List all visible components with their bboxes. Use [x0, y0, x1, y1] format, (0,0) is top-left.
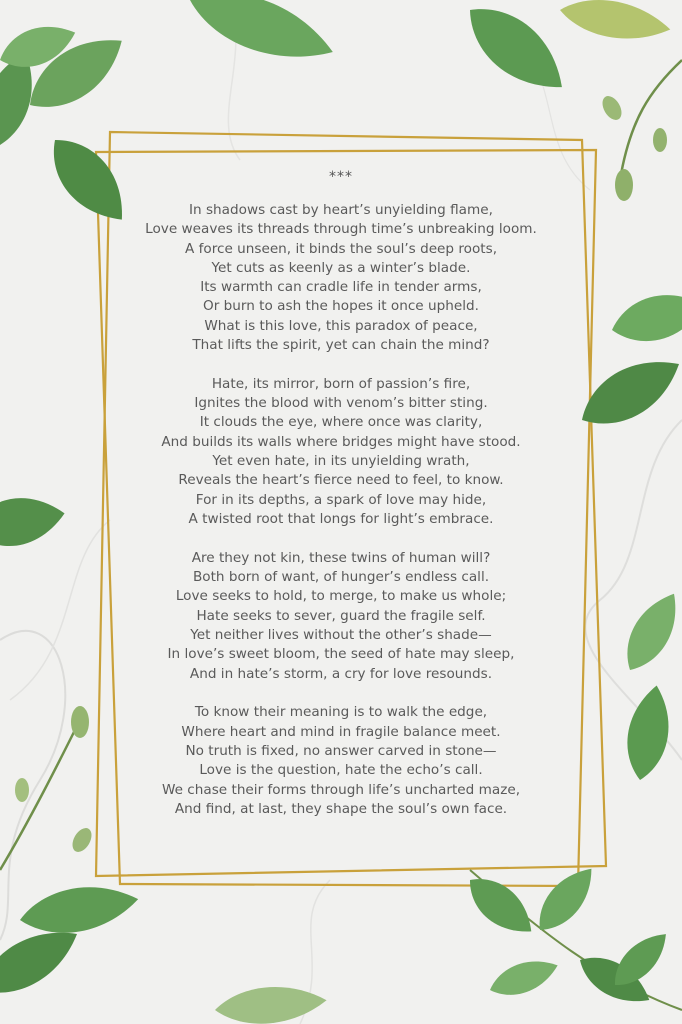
poem-stanzas [110, 201, 572, 819]
poem-line: What is this love, this paradox of peace, [204, 317, 478, 334]
leaf-cluster-top-center [181, 0, 341, 76]
poem-line: Yet cuts as keenly as a winter’s blade. [211, 259, 471, 276]
poem-line: Love weaves its threads through time’s unbreaking loom. [145, 221, 537, 238]
poem-line: Love seeks to hold, to merge, to make us whole; [175, 588, 507, 605]
poem-text [110, 170, 572, 839]
poem-line: Hate seeks to sever, guard the fragile self. [196, 607, 486, 624]
poem-stanza-3 [110, 549, 572, 684]
poem-line: Are they not kin, these twins of human will? [191, 549, 491, 566]
poem-line: We chase their forms through life’s uncharted maze, [161, 781, 521, 798]
poem-line: Its warmth can cradle life in tender arms, [200, 279, 482, 296]
poem-line: For in its depths, a spark of love may hide, [195, 491, 487, 508]
poem-line: Or burn to ash the hopes it once upheld. [203, 298, 479, 315]
leaf-cluster-bottom-right [458, 858, 682, 1014]
poem-line: Ignites the blood with venom’s bitter sting. [194, 395, 488, 412]
poem-line: And builds its walls where bridges might have stood. [161, 433, 521, 450]
poem-ornament: *** [329, 169, 353, 185]
poem-line: Yet neither lives without the other’s shade— [190, 626, 492, 643]
leaf-cluster-right [570, 284, 682, 783]
poem-line: And find, at last, they shape the soul’s own face. [174, 800, 508, 817]
poem-line: In shadows cast by heart’s unyielding flame, [189, 202, 493, 218]
poem-stanza-4 [110, 703, 572, 819]
poem-line: Hate, its mirror, born of passion’s fire, [211, 375, 471, 392]
poem-line: A twisted root that longs for light’s embrace. [188, 510, 494, 527]
poem-line: Where heart and mind in fragile balance meet. [181, 723, 501, 740]
leaf-cluster-bottom-center [213, 982, 328, 1024]
poem-line: That lifts the spirit, yet can chain the mind? [192, 337, 490, 354]
poem-stanza-2 [110, 375, 572, 529]
poem-line: It clouds the eye, where once was clarity, [199, 414, 483, 431]
poem-line: Both born of want, of hunger’s endless call. [192, 569, 490, 586]
poem-line: Reveals the heart’s fierce need to feel, to know. [178, 472, 504, 489]
poem-line: Yet even hate, in its unyielding wrath, [212, 453, 470, 470]
poem-line: Love is the question, hate the echo’s call. [199, 762, 483, 779]
poem-line: In love’s sweet bloom, the seed of hate may sleep, [167, 646, 515, 663]
poem-stanza-1 [110, 201, 572, 355]
poem-line: A force unseen, it binds the soul’s deep roots, [184, 240, 498, 257]
poem-line: To know their meaning is to walk the edge, [194, 704, 488, 721]
poem-line: And in hate’s storm, a cry for love resounds. [189, 665, 493, 682]
poem-line: No truth is fixed, no answer carved in stone— [185, 742, 497, 759]
leaf-cluster-left [0, 490, 69, 553]
